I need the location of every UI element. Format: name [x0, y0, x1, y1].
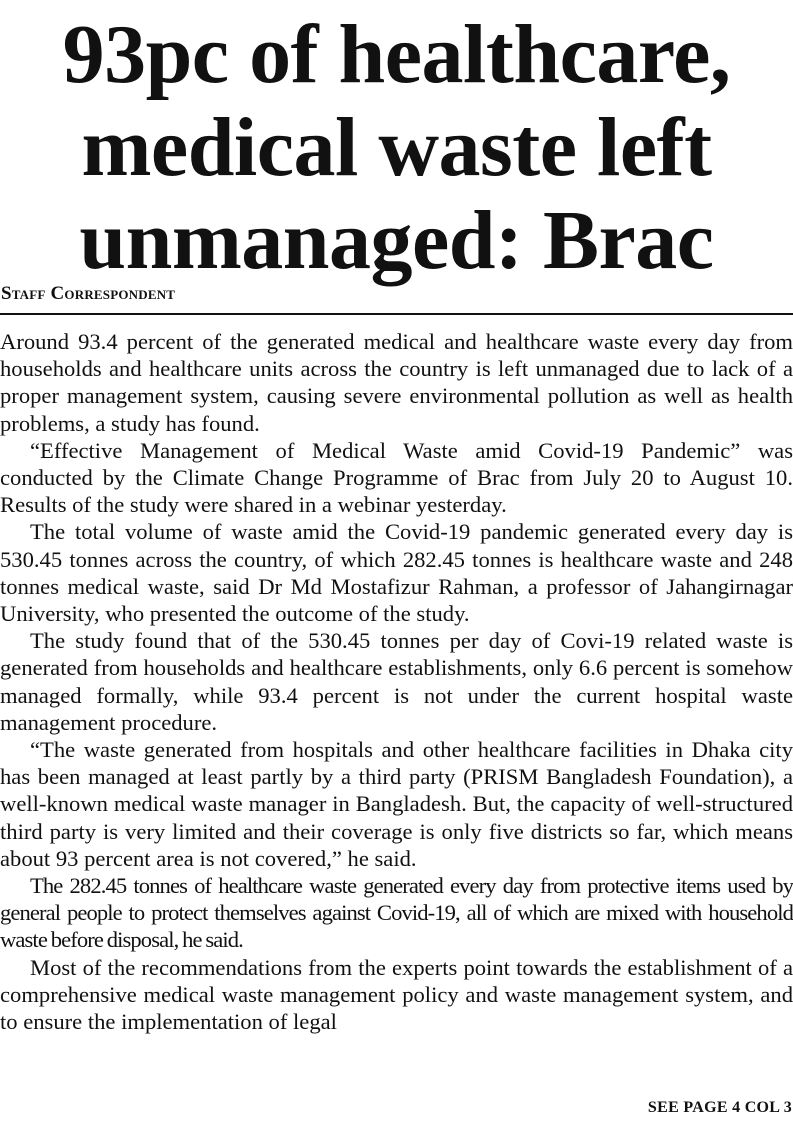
headline-line-2: medical waste left — [81, 101, 712, 194]
paragraph: “The waste generated from hospitals and other healthcare facilities in Dhaka city has been managed at least partly by a third party (PRISM Bangladesh Foundation), a well-known medical waste manager in Bangladesh. But, the capacity of well-structured third party is very limited and their coverage is only five districts so far, which means about 93 percent area is not covered,” he said. — [0, 737, 793, 871]
headline — [0, 8, 793, 287]
paragraph: “Effective Management of Medical Waste amid Covid-19 Pandemic” was conducted by the Climate Change Programme of Brac from July 20 to August 10. Results of the study were shared in a webinar yesterday. — [0, 437, 793, 518]
byline-divider — [0, 313, 793, 315]
paragraph: The 282.45 tonnes of healthcare waste generated every day from protective items used by general people to protect themselves against Covid-19, all of which are mixed with household waste before disposal, he said. — [0, 873, 793, 953]
continuation-jump-line: SEE PAGE 4 COL 3 — [647, 1099, 792, 1116]
paragraph: Around 93.4 percent of the generated medical and healthcare waste every day from households and healthcare units across the country is left unmanaged due to lack of a proper management system, causing severe environmental pollution as well as health problems, a study has found. — [0, 329, 793, 436]
article-body — [0, 328, 793, 1035]
byline: Staff Correspondent — [1, 283, 176, 304]
paragraph: The total volume of waste amid the Covid-19 pandemic generated every day is 530.45 tonnes across the country, of which 282.45 tonnes is healthcare waste and 248 tonnes medical waste, said Dr Md Mostafizur Rahman, a professor of Jahangirnagar University, who presented the outcome of the study. — [0, 519, 793, 627]
paragraph: The study found that of the 530.45 tonnes per day of Covi-19 related waste is generated from households and healthcare establishments, only 6.6 percent is somehow managed formally, while 93.4 percent is not under the current hospital waste management procedure. — [0, 628, 793, 735]
paragraph: Most of the recommendations from the experts point towards the establishment of a comprehensive medical waste management policy and waste management system, and to ensure the implementation of legal — [0, 954, 793, 1035]
headline-line-1: 93pc of healthcare, — [62, 8, 731, 101]
headline-line-3: unmanaged: Brac — [79, 194, 714, 287]
